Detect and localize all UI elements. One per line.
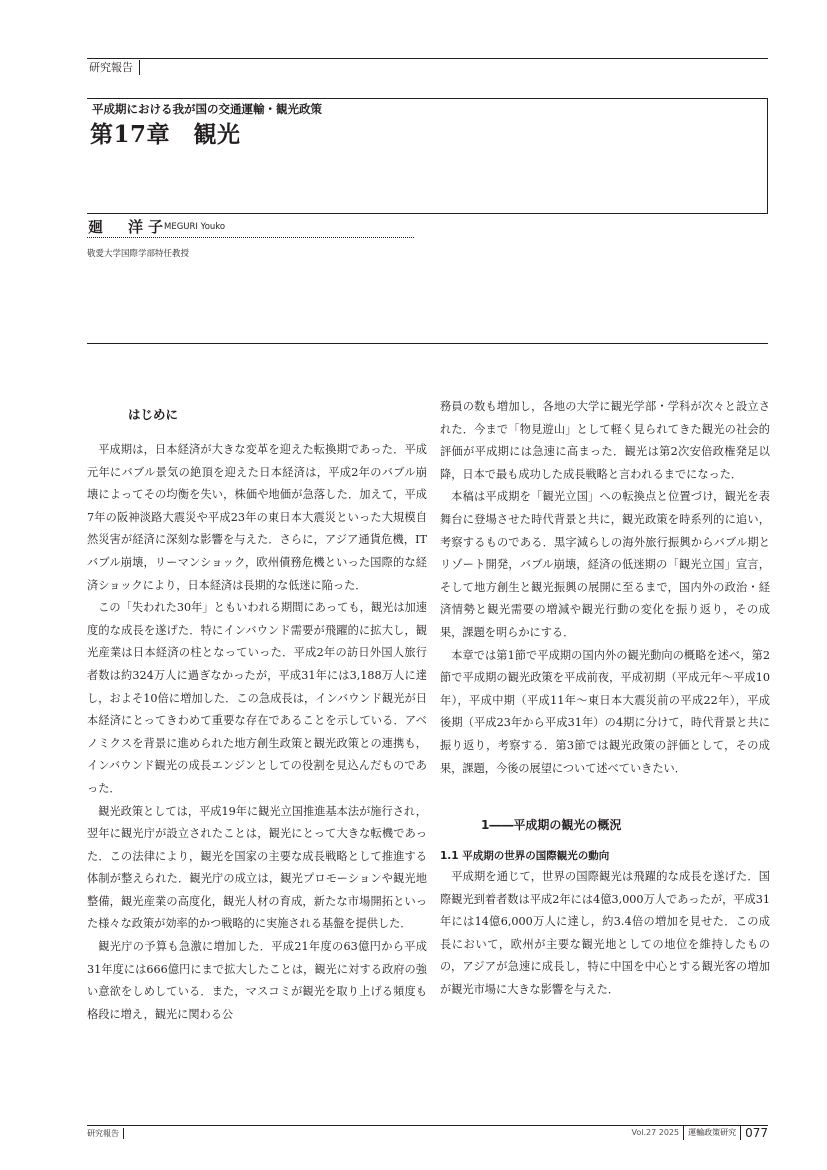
body-paragraph: この「失われた30年」ともいわれる期間にあっても，観光は加速度的な成長を遂げた．特にインバウンド需要が飛躍的に拡大し，観光産業は日本経済の柱となっていった．平成2年の訪日外国人旅行者数は約324万人に過ぎなかったが，平成31年には3,188万人に達し，およそ10倍に増加した．この急成長は，インバウンド観光が日本経済にとってきわめて重要な存在であることを示している．アベノミクスを背景に進められた地方創生政策と観光政策との連携も，インバウンド観光の成長エンジンとしての役割を見込んだものであった． [87, 601, 427, 795]
section-divider [87, 343, 768, 344]
footer-category: 研究報告 [87, 1128, 124, 1139]
chapter-title: 第17章 観光 [90, 121, 241, 148]
left-column [87, 396, 427, 1026]
title-box [87, 98, 768, 214]
footer-journal: 運輸政策研究 [683, 1126, 741, 1140]
body-paragraph: 観光庁の予算も急激に増加した．平成21年度の63億円から平成31年度には666億円にまで拡大したことは，観光に対する政府の強い意欲をしめしている．また，マスコミが観光を取り上げる頻度も格段に増え，観光に関わる公 [87, 940, 427, 1021]
author-line [87, 217, 414, 238]
top-rule [87, 58, 768, 59]
body-paragraph: 本章では第1節で平成期の国内外の観光動向の概略を述べ，第2節で平成期の観光政策を平成前夜，平成初期（平成元年～平成10年），平成中期（平成11年～東日本大震災前の平成22年），平成後期（平成23年から平成31年）の4期に分けて，時代背景と共に振り返り，考察する．第3節では観光政策の評価として，その成果，課題，今後の展望について述べていきたい． [440, 648, 770, 775]
footer-info [632, 1126, 769, 1140]
author-name: 廻 洋子 [88, 218, 169, 236]
right-column [440, 396, 770, 1002]
author-roman-name: MEGURI Youko [164, 222, 226, 232]
body-paragraph: 観光政策としては，平成19年に観光立国推進基本法が施行され，翌年に観光庁が設立されたことは，観光にとって大きな転機であった．この法律により，観光を国家の主要な成長戦略として推進する体制が整えられた．観光庁の成立は，観光プロモーションや観光地整備，観光産業の高度化，観光人材の育成，新たな市場開拓といった様々な政策が効率的かつ戦略的に実施される基盤を提供した． [87, 804, 427, 931]
section-heading: 1――平成期の観光の概況 [481, 818, 622, 833]
body-paragraph: 平成期を通じて，世界の国際観光は飛躍的な成長を遂げた．国際観光到着者数は平成2年には4億3,000万人であったが，平成31年には14億6,000万人に達し，約3.4倍の増加を見せた．この成長において，欧州が主要な観光地としての地位を維持したものの，アジアが急速に成長し，特に中国を中心とする観光客の増加が観光市場に大きな影響を与えた． [440, 870, 770, 997]
series-subtitle: 平成期における我が国の交通運輸・観光政策 [92, 102, 322, 116]
subsection-heading: 1.1 平成期の世界の国際観光の動向 [440, 850, 610, 863]
header-category: 研究報告 [87, 60, 140, 75]
page-number: 077 [745, 1126, 768, 1140]
body-paragraph: 本稿は平成期を「観光立国」への転換点と位置づけ，観光を表舞台に登場させた時代背景と共に，観光政策を時系列的に追い，考察するものである．黒字減らしの海外旅行振興からバブル期とリゾート開発，バブル崩壊，経済の低迷期の「観光立国」宣言，そして地方創生と観光振興の展開に至るまで，国内外の政治・経済情勢と観光需要の増減や観光行動の変化を振り返り，その成果，課題を明らかにする． [440, 490, 770, 639]
body-paragraph: 平成期は，日本経済が大きな変革を迎えた転換期であった．平成元年にバブル景気の絶頂を迎えた日本経済は，平成2年のバブル崩壊によってその均衡を失い，株価や地価が急落した．加えて，平成7年の阪神淡路大震災や平成23年の東日本大震災といった大規模自然災害が経済に深刻な影響を与えた．さらに，アジア通貨危機，ITバブル崩壊，リーマンショック，欧州債務危機といった国際的な経済ショックにより，日本経済は長期的な低迷に陥った． [87, 443, 427, 592]
author-affiliation: 敬愛大学国際学部特任教授 [87, 249, 190, 259]
footer-volume: Vol.27 2025 [631, 1128, 680, 1137]
body-paragraph: 務員の数も増加し，各地の大学に観光学部・学科が次々と設立された．今まで「物見遊山」として軽く見られてきた観光の社会的評価が平成期には急速に高まった．観光は第2次安倍政権発足以降，日本で最も成功した成長戦略と言われるまでになった． [440, 400, 770, 481]
intro-heading: はじめに [128, 407, 179, 422]
